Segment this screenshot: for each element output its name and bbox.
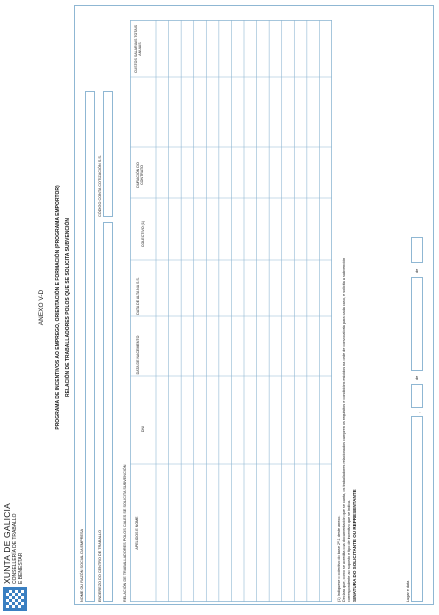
table-grid [130,20,332,602]
logo-sub-line2: E BENESTAR [17,552,24,584]
col-header-name: APELIDOS E NOME [135,516,139,550]
col-header-salary: CUSTOS SALARIAIS TOTAIS ANUAIS [134,24,142,74]
ss-code-field[interactable] [103,91,113,217]
ss-code-label: CÓDIGO CONTA COTIZACIÓN S.S. [98,155,102,217]
col-header-collective: COLECTIVO (1) [141,220,145,248]
company-label: NOME OU RAZÓN SOCIAL DA EMPRESA [80,528,84,602]
logo-subtitle [13,514,24,585]
program-title: PROGRAMA DE INCENTIVOS AO EMPREGO, ORIENTACIÓN E FORMACIÓN (PROGRAMA EMPORTOR) [55,185,61,430]
address-field[interactable] [103,222,113,602]
place-field[interactable] [411,416,423,602]
workers-label: RELACIÓN DE TRABALLADORES POLOS CALES SE SOLICITA SUBVENCIÓN [123,464,127,602]
declaration-text-cont: correspondente ao suposto e tipo de incentivo que se indica. [347,499,351,602]
section-subtitle: RELACIÓN DE TRABALLADORES POLOS QUE SE SOLICITA SUBVENCIÓN [65,218,71,397]
annex-title: ANEXO V-D [38,289,45,326]
col-header-dni: DNI [141,425,145,433]
signature-label: SINATURA DO SOLICITANTE OU REPRESENTANTE [352,489,357,602]
year-field[interactable] [411,237,423,263]
logo-name: XUNTA DE GALICIA [2,503,12,584]
company-field[interactable] [85,91,95,602]
col-header-birth-date: DATA DE NACEMENTO [136,335,140,375]
place-date-label: Lugar e data [406,580,410,602]
de-separator-1: de [415,375,419,380]
month-field[interactable] [411,277,423,371]
day-field[interactable] [411,384,423,408]
declaration-text: Declara que, como se acredita coa documentación que se xunta, os traballadores relacionados cumpren os requisitos e condicións esixidos na orde de convocatoria para cada caso, e solicita a subvención [342,257,346,602]
footnote-collective: (1) Indíquese o colectivo do base 2ª.1 deste anexo. [337,515,341,602]
comma-separator: , [417,411,421,413]
address-label: ENDEREZO DO CENTRO DE TRABALLO [98,529,102,602]
logo-sub-line1: CONSELLERÍA DE TRABALLO [12,513,18,584]
col-header-ss-date: DATA DE ALTA NA S.S. [136,277,140,315]
xunta-flag-icon [3,587,27,611]
workers-table [130,20,332,602]
de-separator-2: de [415,268,419,273]
col-header-duration: DURACIÓN DO CONTRATO [136,162,144,188]
